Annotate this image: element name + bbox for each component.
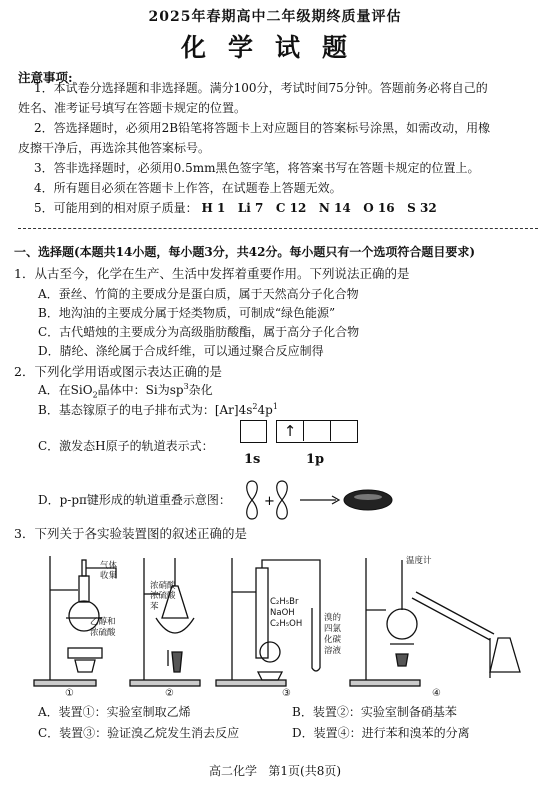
notice-line-4: 4．所有题目必须在答题卡上作答，在试题卷上答题无效。 — [34, 181, 342, 195]
apparatus-figure — [20, 548, 540, 698]
orbital-1s-label: 1s — [244, 452, 261, 467]
apparatus-3 — [216, 558, 320, 686]
q2-a-post: 杂化 — [188, 383, 213, 397]
label-c2h5br: C₂H₅Br — [270, 597, 299, 607]
q3-option-d: D．装置④：进行苯和溴苯的分离 — [292, 726, 470, 740]
p-orbital-2-icon — [277, 481, 288, 519]
apparatus-1-number: ① — [65, 688, 74, 698]
label-hno3: 浓硝酸 — [150, 581, 176, 591]
exam-header: 2025年春期高中二年级期终质量评估 — [148, 9, 402, 25]
q3-stem: 3．下列关于各实验装置图的叙述正确的是 — [14, 526, 247, 541]
q2-b-mid: 4p — [257, 403, 273, 417]
q1-option-d: D．腈纶、涤纶属于合成纤维，可以通过聚合反应制得 — [38, 344, 324, 358]
p-orbital-1-icon — [247, 481, 258, 519]
notice-line-3: 3．答非选择题时，必须用0.5mm黑色签字笔，将答案书写在答题卡规定的位置上。 — [34, 161, 480, 175]
q2-b-sup1: 2 — [252, 402, 258, 411]
page-footer: 高二化学 第1页(共8页) — [208, 764, 342, 778]
orbital-1s-box — [240, 420, 267, 443]
notice-line-1a: 1．本试卷分选择题和非选择题。满分100分，考试时间75分钟。答题前务必将自己的 — [34, 81, 488, 95]
orbital-1p-label: 1p — [306, 452, 325, 467]
notice-line-2b: 皮擦干净后，再选涂其他答案标号。 — [18, 141, 211, 155]
label-thermometer: 温度计 — [406, 556, 432, 566]
q1-stem: 1．从古至今，化学在生产、生活中发挥着重要作用。下列说法正确的是 — [14, 266, 410, 281]
label-br-4: 溶液 — [324, 646, 342, 656]
notice-heading: 注意事项: — [18, 70, 73, 85]
q3-option-c: C．装置③：验证溴乙烷发生消去反应 — [38, 726, 240, 740]
apparatus-3-number: ③ — [282, 688, 291, 698]
label-br-3: 化碳 — [324, 635, 342, 645]
apparatus-2-number: ② — [165, 688, 174, 698]
q2-option-d: D．p-pπ键形成的轨道重叠示意图： — [38, 493, 231, 507]
p-orbital-overlap-diagram — [242, 478, 402, 522]
q2-b-sup2: 1 — [272, 402, 278, 411]
notice-line-2a: 2．答选择题时，必须用2B铅笔将答题卡上对应题目的答案标号涂黑，如需改动，用橡 — [34, 121, 491, 135]
q2-option-c: C．激发态H原子的轨道表示式： — [38, 439, 214, 453]
notice-line-5 — [34, 198, 437, 218]
divider — [18, 228, 538, 229]
q1-option-b: B．地沟油的主要成分属于烃类物质，可制成“绿色能源” — [38, 306, 336, 320]
q2-a-sup: 3 — [183, 382, 189, 391]
label-h2so4: 浓硫酸 — [90, 628, 116, 638]
notice-line-1b: 姓名、准考证号填写在答题卡规定的位置。 — [18, 101, 247, 115]
label-br-2: 四氯 — [324, 624, 342, 634]
page-title: 化学试题 — [180, 33, 369, 62]
q2-b-pre: B．基态镓原子的电子排布式为：[Ar]4s — [38, 403, 253, 417]
q2-a-mid: 晶体中：Si为sp — [97, 383, 184, 397]
label-gas: 气体 — [100, 561, 118, 571]
plus-sign: + — [264, 494, 275, 509]
orbital-1p-group — [276, 420, 358, 443]
pi-bond-highlight — [354, 494, 382, 500]
q2-option-b — [38, 401, 278, 418]
apparatus-4 — [350, 558, 520, 686]
apparatus-2 — [130, 558, 200, 686]
apparatus-4-number: ④ — [432, 688, 441, 698]
q2-a-pre: A．在 — [38, 383, 71, 397]
atomic-masses: H 1 Li 7 C 12 N 14 O 16 S 32 — [201, 201, 437, 215]
label-c2h5oh: C₂H₅OH — [270, 619, 303, 629]
label-br-1: 溴的 — [324, 613, 342, 623]
notice-line-5-label: 5．可能用到的相对原子质量： — [34, 201, 198, 215]
label-benzene: 苯 — [150, 602, 159, 612]
q3-option-b: B．装置②：实验室制备硝基苯 — [292, 705, 457, 719]
q1-option-a: A．蚕丝、竹简的主要成分是蛋白质，属于天然高分子化合物 — [38, 287, 359, 301]
section-heading: 一、选择题(本题共14小题，每小题3分，共42分。每小题只有一个选项符合题目要求) — [14, 245, 476, 259]
q2-a-sub: 2 — [92, 390, 98, 400]
label-h2so4-b: 浓硫酸 — [150, 591, 176, 601]
q1-option-c: C．古代蜡烛的主要成分为高级脂肪酸酯，属于高分子化合物 — [38, 325, 360, 339]
q2-option-a — [38, 381, 213, 399]
label-collect: 收集 — [100, 571, 118, 581]
q3-option-a: A．装置①：实验室制取乙烯 — [38, 705, 191, 719]
orbital-1p-box-2 — [304, 421, 331, 441]
up-arrow-icon: ↑ — [277, 421, 304, 441]
q2-a-sio2: SiO — [70, 383, 93, 397]
q2-stem: 2．下列化学用语或图示表达正确的是 — [14, 364, 222, 379]
label-ethanol: 乙醇和 — [90, 617, 116, 627]
label-naoh: NaOH — [270, 608, 295, 618]
